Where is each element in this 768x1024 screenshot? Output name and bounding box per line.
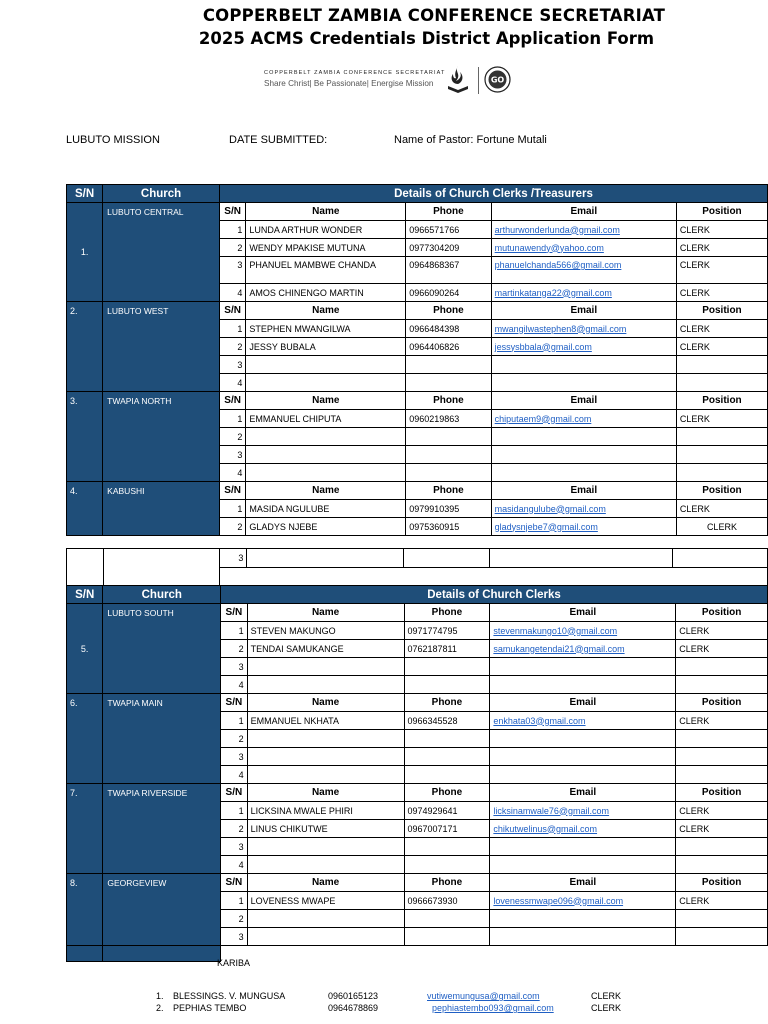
clerk-name: MASIDA NGULUBE bbox=[246, 500, 406, 518]
kariba-position: CLERK bbox=[591, 991, 622, 1001]
clerk-phone bbox=[404, 676, 490, 694]
subheader-name: Name bbox=[246, 392, 406, 410]
details-header: Details of Church Clerks bbox=[221, 586, 768, 604]
row-number: 2 bbox=[219, 338, 245, 356]
subheader-position: Position bbox=[676, 694, 768, 712]
clerk-name: STEVEN MAKUNGO bbox=[247, 622, 404, 640]
clerk-name bbox=[246, 356, 406, 374]
church-number: 2. bbox=[67, 302, 103, 392]
clerk-email bbox=[491, 356, 676, 374]
row-number: 4 bbox=[221, 856, 248, 874]
clerk-email[interactable]: lovenessmwape096@gmail.com bbox=[490, 892, 676, 910]
clerk-position bbox=[676, 356, 767, 374]
subheader-name: Name bbox=[246, 482, 406, 500]
pastor-name: Name of Pastor: Fortune Mutali bbox=[394, 134, 547, 146]
kariba-position: CLERK bbox=[591, 1003, 622, 1013]
clerk-position bbox=[676, 676, 768, 694]
clerk-email bbox=[491, 374, 676, 392]
clerk-position bbox=[676, 464, 767, 482]
subheader-name: Name bbox=[247, 694, 404, 712]
go-badge-icon bbox=[484, 66, 511, 93]
conference-logo bbox=[262, 64, 514, 98]
row-number: 2 bbox=[219, 239, 245, 257]
clerk-name: LINUS CHIKUTWE bbox=[247, 820, 404, 838]
subheader-email: Email bbox=[491, 302, 676, 320]
row-number: 1 bbox=[221, 622, 248, 640]
clerk-name: GLADYS NJEBE bbox=[246, 518, 406, 536]
table-footer-sn bbox=[67, 946, 103, 962]
clerk-phone bbox=[404, 658, 490, 676]
subheader-phone: Phone bbox=[404, 784, 490, 802]
clerk-position: CLERK bbox=[676, 622, 768, 640]
clerk-phone: 0966571766 bbox=[406, 221, 491, 239]
row-number: 4 bbox=[219, 284, 245, 302]
subheader-email: Email bbox=[491, 482, 676, 500]
clerk-email bbox=[490, 676, 676, 694]
subheader-email: Email bbox=[491, 392, 676, 410]
kariba-label: KARIBA bbox=[217, 958, 251, 968]
church-number: 3. bbox=[67, 392, 103, 482]
row-number: 1 bbox=[221, 802, 248, 820]
clerk-position bbox=[676, 766, 768, 784]
clerk-name: EMMANUEL NKHATA bbox=[247, 712, 404, 730]
subheader-email: Email bbox=[490, 604, 676, 622]
subheader-sn: S/N bbox=[221, 604, 248, 622]
clerk-email[interactable]: martinkatanga22@gmail.com bbox=[491, 284, 676, 302]
clerk-email bbox=[490, 928, 676, 946]
kariba-name: PEPHIAS TEMBO bbox=[173, 1003, 247, 1013]
date-submitted-label: DATE SUBMITTED: bbox=[229, 134, 328, 146]
subheader-sn: S/N bbox=[219, 302, 245, 320]
subheader-email: Email bbox=[490, 784, 676, 802]
clerk-name: STEPHEN MWANGILWA bbox=[246, 320, 406, 338]
clerk-name: TENDAI SAMUKANGE bbox=[247, 640, 404, 658]
church-name: TWAPIA RIVERSIDE bbox=[103, 784, 221, 874]
subheader-phone: Phone bbox=[404, 604, 490, 622]
church-name: TWAPIA MAIN bbox=[103, 694, 221, 784]
clerk-phone: 0964868367 bbox=[406, 257, 491, 284]
table-footer-church bbox=[103, 946, 221, 962]
row-number: 2 bbox=[221, 730, 248, 748]
clerk-position bbox=[676, 446, 767, 464]
row-number: 1 bbox=[219, 410, 245, 428]
clerk-email bbox=[491, 428, 676, 446]
clerk-name: AMOS CHINENGO MARTIN bbox=[246, 284, 406, 302]
clerk-phone: 0762187811 bbox=[404, 640, 490, 658]
clerk-name bbox=[246, 374, 406, 392]
clerk-phone bbox=[404, 838, 490, 856]
clerk-phone bbox=[406, 464, 491, 482]
subheader-sn: S/N bbox=[221, 694, 248, 712]
clerk-position bbox=[676, 910, 768, 928]
clerk-name: PHANUEL MAMBWE CHANDA bbox=[246, 257, 406, 284]
subheader-phone: Phone bbox=[404, 694, 490, 712]
clerk-position: CLERK bbox=[676, 257, 767, 284]
clerk-email bbox=[490, 748, 676, 766]
kariba-phone: 0964678869 bbox=[328, 1003, 379, 1013]
church-name: KABUSHI bbox=[103, 482, 220, 536]
clerk-position bbox=[676, 428, 767, 446]
subheader-position: Position bbox=[676, 482, 767, 500]
subheader-position: Position bbox=[676, 302, 767, 320]
church-number: 5. bbox=[67, 604, 103, 694]
clerk-phone bbox=[406, 428, 491, 446]
clerk-position bbox=[676, 838, 768, 856]
church-name: LUBUTO WEST bbox=[103, 302, 220, 392]
form-title: COPPERBELT ZAMBIA CONFERENCE SECRETARIAT bbox=[202, 6, 666, 25]
clerk-position: CLERK bbox=[676, 892, 768, 910]
fragment-row-number: 3 bbox=[220, 549, 247, 568]
church-name: TWAPIA NORTH bbox=[103, 392, 220, 482]
clerk-name: LOVENESS MWAPE bbox=[247, 892, 404, 910]
clerk-position: CLERK bbox=[676, 712, 768, 730]
clerk-name: EMMANUEL CHIPUTA bbox=[246, 410, 406, 428]
row-number: 2 bbox=[219, 428, 245, 446]
clerk-name bbox=[247, 658, 404, 676]
church-name: GEORGEVIEW bbox=[103, 874, 221, 946]
subheader-email: Email bbox=[491, 203, 676, 221]
subheader-sn: S/N bbox=[221, 874, 248, 892]
kariba-email[interactable]: pephiastembo093@gmail.com bbox=[432, 1003, 554, 1013]
clerk-name bbox=[247, 838, 404, 856]
clerk-name bbox=[247, 766, 404, 784]
clerk-email[interactable]: samukangetendai21@gmail.com bbox=[490, 640, 676, 658]
clerk-name: LUNDA ARTHUR WONDER bbox=[246, 221, 406, 239]
clerk-name: JESSY BUBALA bbox=[246, 338, 406, 356]
clerk-email[interactable]: chiputaem9@gmail.com bbox=[491, 410, 676, 428]
row-number: 1 bbox=[219, 500, 245, 518]
clerks-table-2 bbox=[66, 585, 768, 962]
clerk-phone: 0966484398 bbox=[406, 320, 491, 338]
clerk-name bbox=[247, 676, 404, 694]
clerk-position: CLERK bbox=[676, 338, 767, 356]
clerk-position: CLERK bbox=[676, 518, 767, 536]
clerk-phone: 0966673930 bbox=[404, 892, 490, 910]
row-number: 3 bbox=[219, 446, 245, 464]
clerk-email bbox=[490, 730, 676, 748]
clerk-position bbox=[676, 856, 768, 874]
subheader-email: Email bbox=[490, 694, 676, 712]
form-subtitle: 2025 ACMS Credentials District Application Form bbox=[198, 29, 655, 48]
row-number: 2 bbox=[221, 910, 248, 928]
clerk-phone: 0979910395 bbox=[406, 500, 491, 518]
clerk-phone: 0977304209 bbox=[406, 239, 491, 257]
church-name: LUBUTO CENTRAL bbox=[103, 203, 220, 302]
logo-divider bbox=[478, 67, 479, 94]
svg-text:GO: GO bbox=[490, 75, 505, 85]
clerk-email[interactable]: mutunawendy@yahoo.com bbox=[491, 239, 676, 257]
clerk-position bbox=[676, 928, 768, 946]
row-number: 3 bbox=[221, 748, 248, 766]
clerk-name bbox=[246, 446, 406, 464]
clerk-email bbox=[491, 464, 676, 482]
column-header-sn: S/N bbox=[67, 586, 103, 604]
clerk-position bbox=[676, 658, 768, 676]
subheader-name: Name bbox=[247, 784, 404, 802]
clerks-table-1 bbox=[66, 184, 768, 536]
subheader-position: Position bbox=[676, 392, 767, 410]
clerk-email bbox=[490, 910, 676, 928]
kariba-row-number: 1. bbox=[156, 991, 164, 1001]
clerk-email bbox=[490, 856, 676, 874]
clerk-phone: 0975360915 bbox=[406, 518, 491, 536]
subheader-name: Name bbox=[246, 203, 406, 221]
subheader-phone: Phone bbox=[406, 203, 491, 221]
clerk-position bbox=[676, 374, 767, 392]
clerk-phone bbox=[404, 748, 490, 766]
subheader-position: Position bbox=[676, 874, 768, 892]
clerk-phone: 0971774795 bbox=[404, 622, 490, 640]
clerk-name: LICKSINA MWALE PHIRI bbox=[247, 802, 404, 820]
church-number: 6. bbox=[67, 694, 103, 784]
clerk-phone bbox=[404, 910, 490, 928]
row-number: 3 bbox=[219, 356, 245, 374]
clerk-email[interactable]: jessysbbala@gmail.com bbox=[491, 338, 676, 356]
clerk-email bbox=[491, 446, 676, 464]
clerk-phone bbox=[404, 766, 490, 784]
fragment-church-cell bbox=[103, 549, 219, 586]
clerk-email bbox=[490, 658, 676, 676]
clerk-position: CLERK bbox=[676, 284, 767, 302]
clerk-email[interactable]: enkhata03@gmail.com bbox=[490, 712, 676, 730]
subheader-position: Position bbox=[676, 203, 767, 221]
subheader-phone: Phone bbox=[406, 392, 491, 410]
clerk-name: WENDY MPAKISE MUTUNA bbox=[246, 239, 406, 257]
clerk-phone bbox=[406, 356, 491, 374]
subheader-phone: Phone bbox=[404, 874, 490, 892]
row-number: 4 bbox=[221, 766, 248, 784]
column-header-sn: S/N bbox=[67, 185, 103, 203]
clerk-position: CLERK bbox=[676, 410, 767, 428]
clerk-phone: 0967007171 bbox=[404, 820, 490, 838]
clerk-email[interactable]: chikutwelinus@gmail.com bbox=[490, 820, 676, 838]
clerk-email[interactable]: arthurwonderlunda@gmail.com bbox=[491, 221, 676, 239]
logo-tagline: Share Christ| Be Passionate| Energise Mission bbox=[264, 79, 434, 88]
clerk-email[interactable]: licksinamwale76@gmail.com bbox=[490, 802, 676, 820]
flame-bible-icon bbox=[446, 64, 470, 94]
row-number: 4 bbox=[219, 374, 245, 392]
clerk-phone: 0974929641 bbox=[404, 802, 490, 820]
subheader-sn: S/N bbox=[219, 203, 245, 221]
clerk-position: CLERK bbox=[676, 820, 768, 838]
column-header-church: Church bbox=[103, 185, 220, 203]
subheader-email: Email bbox=[490, 874, 676, 892]
clerk-email bbox=[490, 766, 676, 784]
clerk-name bbox=[247, 748, 404, 766]
clerk-email[interactable]: gladysnjebe7@gmail.com bbox=[491, 518, 676, 536]
logo-text: COPPERBELT ZAMBIA CONFERENCE SECRETARIAT bbox=[264, 70, 446, 76]
kariba-name: BLESSINGS. V. MUNGUSA bbox=[173, 991, 286, 1001]
row-number: 1 bbox=[219, 320, 245, 338]
row-number: 3 bbox=[219, 257, 245, 284]
clerk-phone: 0964406826 bbox=[406, 338, 491, 356]
clerk-phone bbox=[406, 446, 491, 464]
subheader-position: Position bbox=[676, 604, 768, 622]
clerk-name bbox=[247, 910, 404, 928]
church-number: 1. bbox=[67, 203, 103, 302]
clerk-name bbox=[247, 856, 404, 874]
kariba-email[interactable]: vutiwemungusa@gmail.com bbox=[427, 991, 540, 1001]
clerk-email[interactable]: mwangilwastephen8@gmail.com bbox=[491, 320, 676, 338]
clerk-position: CLERK bbox=[676, 221, 767, 239]
row-number: 3 bbox=[221, 838, 248, 856]
subheader-name: Name bbox=[247, 604, 404, 622]
row-number: 1 bbox=[221, 892, 248, 910]
row-number: 3 bbox=[221, 658, 248, 676]
kariba-row-number: 2. bbox=[156, 1003, 164, 1013]
church-number: 4. bbox=[67, 482, 103, 536]
church-name: LUBUTO SOUTH bbox=[103, 604, 221, 694]
church-number: 7. bbox=[67, 784, 103, 874]
clerk-phone bbox=[404, 856, 490, 874]
details-header: Details of Church Clerks /Treasurers bbox=[219, 185, 767, 203]
clerk-email[interactable]: phanuelchanda566@gmail.com bbox=[491, 257, 676, 284]
subheader-phone: Phone bbox=[406, 302, 491, 320]
clerk-phone bbox=[406, 374, 491, 392]
clerk-email[interactable]: stevenmakungo10@gmail.com bbox=[490, 622, 676, 640]
subheader-name: Name bbox=[246, 302, 406, 320]
fragment-sn-cell bbox=[67, 549, 104, 586]
clerk-email[interactable]: masidangulube@gmail.com bbox=[491, 500, 676, 518]
subheader-phone: Phone bbox=[406, 482, 491, 500]
clerk-position bbox=[676, 748, 768, 766]
subheader-name: Name bbox=[247, 874, 404, 892]
clerk-name bbox=[246, 428, 406, 446]
subheader-sn: S/N bbox=[221, 784, 248, 802]
row-number: 1 bbox=[219, 221, 245, 239]
clerk-position bbox=[676, 730, 768, 748]
mission-name: LUBUTO MISSION bbox=[66, 134, 160, 146]
subheader-sn: S/N bbox=[219, 392, 245, 410]
row-number: 4 bbox=[221, 676, 248, 694]
clerk-name bbox=[246, 464, 406, 482]
kariba-phone: 0960165123 bbox=[328, 991, 379, 1001]
clerk-phone bbox=[404, 928, 490, 946]
subheader-position: Position bbox=[676, 784, 768, 802]
clerk-name bbox=[247, 730, 404, 748]
row-number: 1 bbox=[221, 712, 248, 730]
clerk-position: CLERK bbox=[676, 239, 767, 257]
clerk-position: CLERK bbox=[676, 320, 767, 338]
row-number: 3 bbox=[221, 928, 248, 946]
continuation-row bbox=[66, 548, 768, 586]
clerk-phone bbox=[404, 730, 490, 748]
church-number: 8. bbox=[67, 874, 103, 946]
clerk-phone: 0966345528 bbox=[404, 712, 490, 730]
clerk-name bbox=[247, 928, 404, 946]
table-footer-blank bbox=[221, 946, 768, 962]
row-number: 2 bbox=[221, 820, 248, 838]
clerk-phone: 0960219863 bbox=[406, 410, 491, 428]
clerk-position: CLERK bbox=[676, 500, 767, 518]
clerk-email bbox=[490, 838, 676, 856]
column-header-church: Church bbox=[103, 586, 221, 604]
clerk-position: CLERK bbox=[676, 640, 768, 658]
subheader-sn: S/N bbox=[219, 482, 245, 500]
row-number: 4 bbox=[219, 464, 245, 482]
row-number: 2 bbox=[219, 518, 245, 536]
row-number: 2 bbox=[221, 640, 248, 658]
clerk-phone: 0966090264 bbox=[406, 284, 491, 302]
clerk-position: CLERK bbox=[676, 802, 768, 820]
